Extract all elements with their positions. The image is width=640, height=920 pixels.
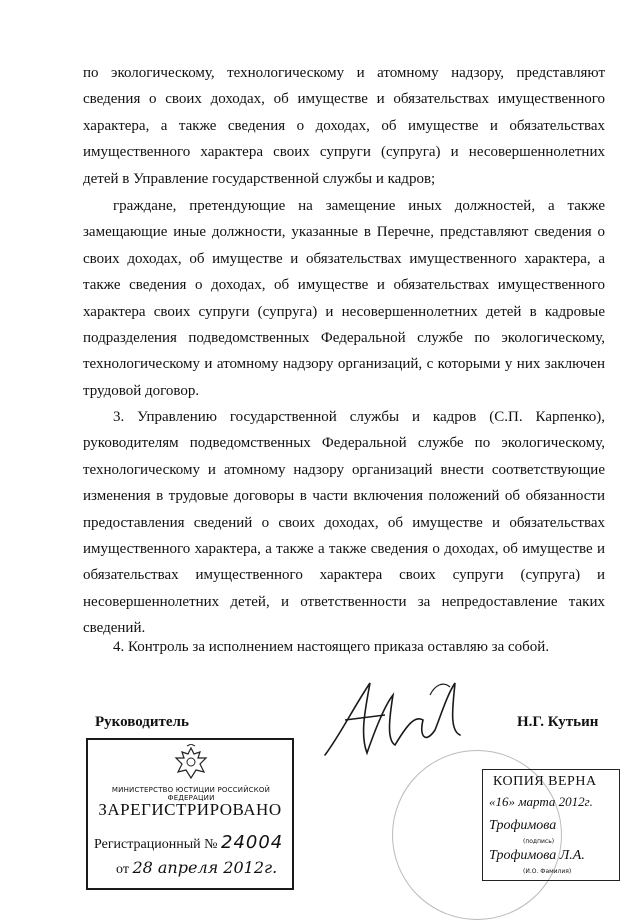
registration-date-row: [116, 858, 277, 878]
registration-stamp: [86, 738, 294, 890]
paragraph-item-3: [83, 404, 605, 642]
signatory-name: Н.Г. Кутьин: [517, 714, 599, 730]
signature-caption: (подпись): [523, 838, 555, 845]
position-label: Руководитель: [95, 714, 189, 730]
registration-date: 28 апреля 2012г.: [132, 858, 278, 877]
name-caption: (И.О. Фамилия): [523, 868, 572, 875]
paragraph-item-4: [83, 634, 605, 660]
copy-verified-date: «16» марта 2012г.: [489, 794, 593, 809]
copy-verified-signature: Трофимова: [489, 818, 557, 833]
date-prefix: от: [116, 862, 129, 877]
coat-of-arms-icon: [170, 744, 212, 782]
copy-verified-stamp: [482, 769, 620, 881]
registration-label: Регистрационный №: [94, 837, 218, 852]
registration-number: 24004: [221, 832, 284, 853]
registered-status: ЗАРЕГИСТРИРОВАНО: [98, 800, 282, 819]
copy-verified-title: КОПИЯ ВЕРНА: [493, 774, 597, 789]
copy-verified-name: Трофимова Л.А.: [489, 848, 585, 863]
registration-number-row: [94, 832, 283, 853]
paragraph-citizens-text: граждане, претендующие на замещение иных должностей, а также замещающие иные должности, указанные в Перечне, представляют сведения о своих доходах, об имуществе и обязательствах имущественного характера, а также сведения о доходах, об имуществе и обязательствах имущественного характера своих супруги (супруга) и несовершеннолетних детей в кадровые подразделения подведомственных Федеральной службе по экологическому, технологическому и атомному надзору организаций, с которыми у них заключен трудовой договор.: [83, 198, 605, 399]
handwritten-signature: [315, 675, 475, 765]
paragraph-continuation: по экологическому, технологическому и атомному надзору, представляют сведения о своих доходах, об имуществе и обязательствах имущественного характера, а также сведения о доходах, об имуществе и обязательствах имущественного характера своих супруги (супруга) и несовершеннолетних детей в Управление государственной службы и кадров;: [83, 65, 605, 187]
paragraph-item-3-text: 3. Управлению государственной службы и кадров (С.П. Карпенко), руководителям подведомственных Федеральной службе по экологическому, технологическому и атомному надзору организаций внести соответствующие изменения в трудовые договоры в части включения положений об обязанности предоставления сведений о своих доходах, об имуществе и обязательствах имущественного характера, а также а также сведения о доходах, об имуществе и обязательствах имущественного характера своих супруги (супруга) и несовершеннолетних детей, и ответственности за непредоставление таких сведений.: [83, 409, 605, 637]
paragraph-item-4-text: 4. Контроль за исполнением настоящего приказа оставляю за собой.: [113, 639, 550, 655]
paragraph-citizens: [83, 193, 605, 404]
ministry-name: МИНИСТЕРСТВО ЮСТИЦИИ РОССИЙСКОЙ ФЕДЕРАЦИИ: [111, 786, 271, 802]
